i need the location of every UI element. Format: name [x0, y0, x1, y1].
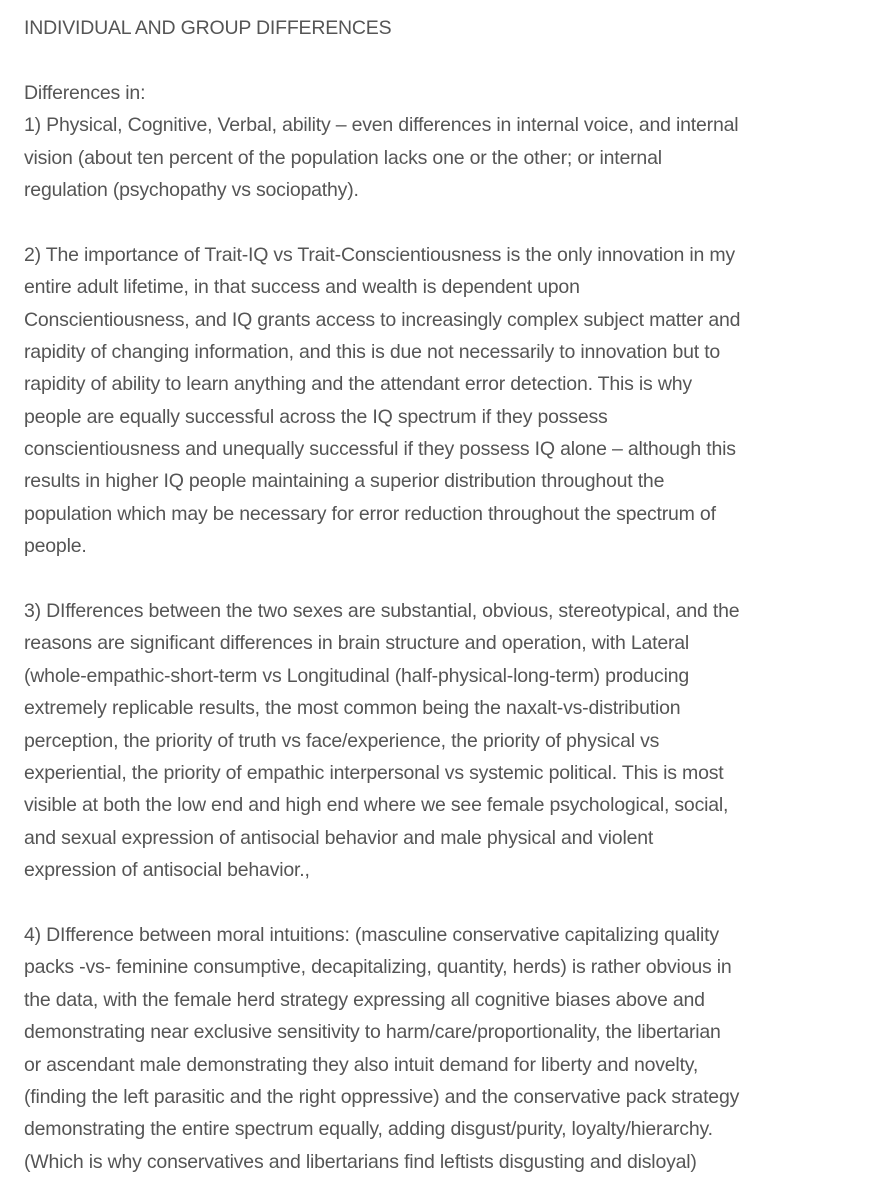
text-line: 2) The importance of Trait-IQ vs Trait-Conscientiousness is the only innovation in my [24, 243, 735, 266]
text-line: rapidity of ability to learn anything and the attendant error detection. This is why [24, 373, 692, 396]
text-line: demonstrating the entire spectrum equally, adding disgust/purity, loyalty/hierarchy. [24, 1118, 713, 1141]
text-line: packs -vs- feminine consumptive, decapitalizing, quantity, herds) is rather obvious in [24, 956, 732, 979]
text-line: entire adult lifetime, in that success and wealth is dependent upon [24, 276, 580, 299]
text-line: expression of antisocial behavior., [24, 859, 310, 882]
document-body [24, 77, 887, 1178]
text-line: regulation (psychopathy vs sociopathy). [24, 178, 359, 201]
text-line: perception, the priority of truth vs face/experience, the priority of physical vs [24, 729, 660, 752]
text-line: Differences in: [24, 81, 146, 104]
text-line: Conscientiousness, and IQ grants access to increasingly complex subject matter and [24, 308, 741, 331]
text-line: reasons are significant differences in brain structure and operation, with Lateral [24, 632, 690, 655]
text-line: extremely replicable results, the most common being the naxalt-vs-distribution [24, 697, 681, 720]
text-line: (Which is why conservatives and libertarians find leftists disgusting and disloyal) [24, 1150, 697, 1173]
text-line: (finding the left parasitic and the right oppressive) and the conservative pack strategy [24, 1085, 740, 1108]
text-line: people are equally successful across the IQ spectrum if they possess [24, 405, 608, 428]
text-line: or ascendant male demonstrating they also intuit demand for liberty and novelty, [24, 1053, 699, 1076]
text-line: 1) Physical, Cognitive, Verbal, ability – even differences in internal voice, and internal [24, 114, 739, 137]
text-line: experiential, the priority of empathic interpersonal vs systemic political. This is most [24, 761, 724, 784]
text-line: rapidity of changing information, and this is due not necessarily to innovation but to [24, 340, 721, 363]
text-line: people. [24, 535, 87, 558]
text-line: conscientiousness and unequally successful if they possess IQ alone – although this [24, 438, 736, 461]
text-line: results in higher IQ people maintaining a superior distribution throughout the [24, 470, 665, 493]
text-line: the data, with the female herd strategy expressing all cognitive biases above and [24, 988, 705, 1011]
text-line: vision (about ten percent of the population lacks one or the other; or internal [24, 146, 662, 169]
document-title: INDIVIDUAL AND GROUP DIFFERENCES [24, 17, 392, 39]
text-line: 3) DIfferences between the two sexes are substantial, obvious, stereotypical, and the [24, 600, 740, 623]
text-line: population which may be necessary for error reduction throughout the spectrum of [24, 502, 716, 525]
text-line: (whole-empathic-short-term vs Longitudinal (half-physical-long-term) producing [24, 664, 690, 687]
paragraph [24, 919, 887, 1178]
paragraph [24, 595, 887, 887]
text-line: visible at both the low end and high end where we see female psychological, social, [24, 794, 729, 817]
paragraph [24, 239, 887, 563]
paragraph [24, 77, 887, 207]
text-line: demonstrating near exclusive sensitivity to harm/care/proportionality, the libertarian [24, 1021, 721, 1044]
text-line: 4) DIfference between moral intuitions: (masculine conservative capitalizing quality [24, 923, 719, 946]
text-line: and sexual expression of antisocial behavior and male physical and violent [24, 826, 654, 849]
